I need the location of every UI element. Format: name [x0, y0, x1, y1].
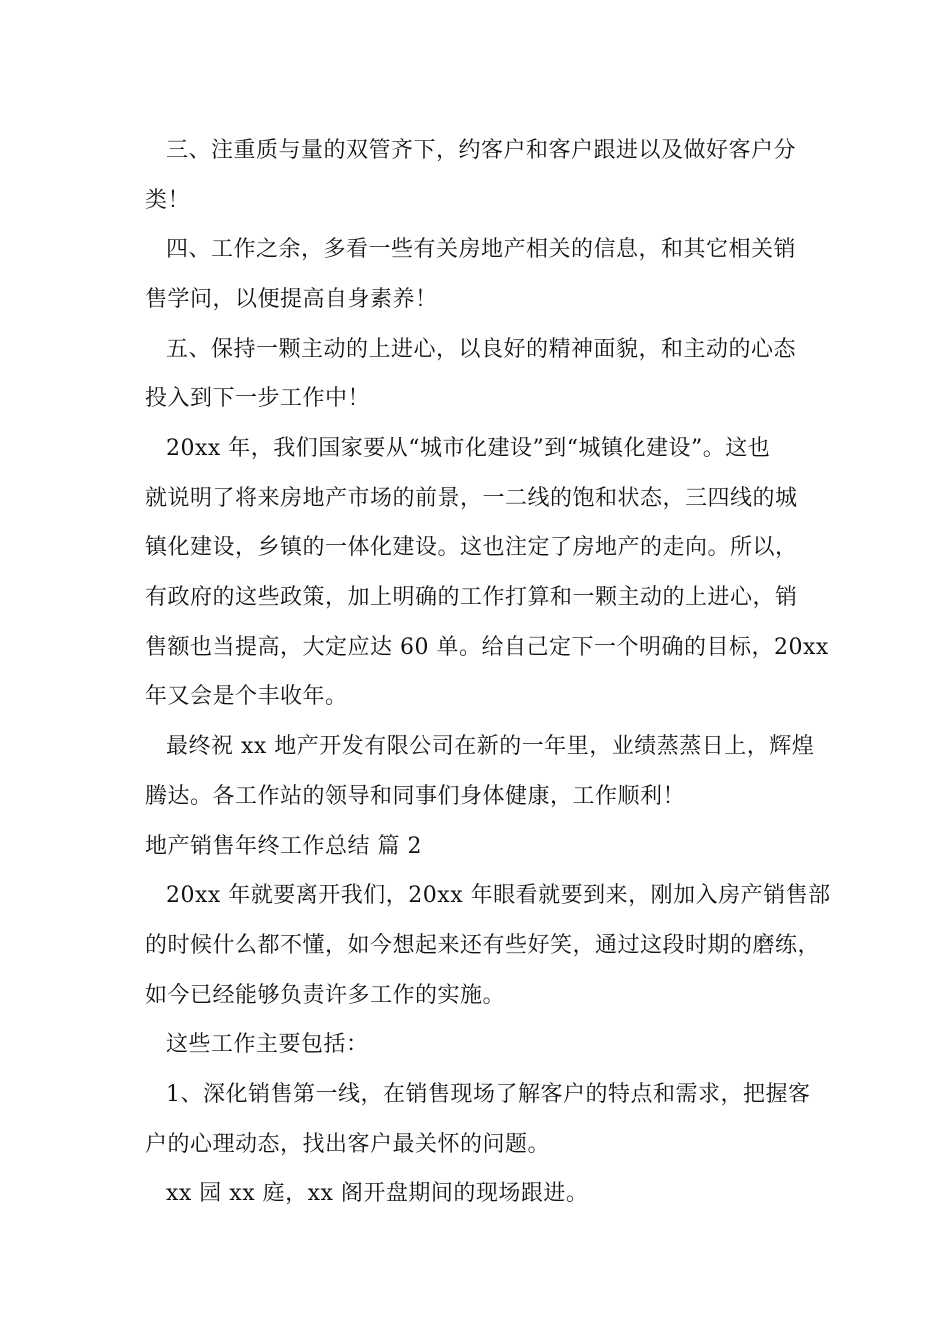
paragraph-line: 投入到下一步工作中！ — [145, 386, 371, 411]
paragraph-line: 五、保持一颗主动的上进心，以良好的精神面貌，和主动的心态 — [166, 337, 797, 362]
paragraph-line: 最终祝 xx 地产开发有限公司在新的一年里，业绩蒸蒸日上，辉煌 — [166, 734, 815, 759]
paragraph-line: 腾达。各工作站的领导和同事们身体健康，工作顺利！ — [145, 784, 686, 809]
paragraph-line: 户的心理动态，找出客户最关怀的问题。 — [145, 1132, 551, 1157]
paragraph-line: 售学问，以便提高自身素养！ — [145, 287, 438, 312]
paragraph-line: xx 园 xx 庭，xx 阁开盘期间的现场跟进。 — [166, 1181, 589, 1206]
paragraph-line: 年又会是个丰收年。 — [145, 684, 348, 709]
paragraph-line: 镇化建设，乡镇的一体化建设。这也注定了房地产的走向。所以， — [145, 535, 798, 560]
paragraph-line: 20xx 年，我们国家要从“城市化建设”到“城镇化建设”。这也 — [166, 436, 771, 461]
paragraph-line: 1、深化销售第一线，在销售现场了解客户的特点和需求，把握客 — [166, 1082, 811, 1107]
paragraph-line: 四、工作之余，多看一些有关房地产相关的信息，和其它相关销 — [166, 237, 797, 262]
paragraph-line: 的时候什么都不懂，如今想起来还有些好笑，通过这段时期的磨练， — [145, 933, 821, 958]
paragraph-line: 售额也当提高，大定应达 60 单。给自己定下一个明确的目标，20xx — [145, 635, 829, 660]
paragraph-line: 这些工作主要包括： — [166, 1032, 369, 1057]
paragraph-line: 20xx 年就要离开我们，20xx 年眼看就要到来，刚加入房产销售部 — [166, 883, 831, 908]
paragraph-line: 三、注重质与量的双管齐下，约客户和客户跟进以及做好客户分 — [166, 138, 797, 163]
paragraph-line: 类！ — [145, 188, 191, 213]
paragraph-line: 就说明了将来房地产市场的前景，一二线的饱和状态，三四线的城 — [145, 486, 798, 511]
section-heading: 地产销售年终工作总结 篇 2 — [145, 834, 422, 859]
paragraph-line: 如今已经能够负责许多工作的实施。 — [145, 983, 506, 1008]
paragraph-line: 有政府的这些政策，加上明确的工作打算和一颗主动的上进心，销 — [145, 585, 798, 610]
